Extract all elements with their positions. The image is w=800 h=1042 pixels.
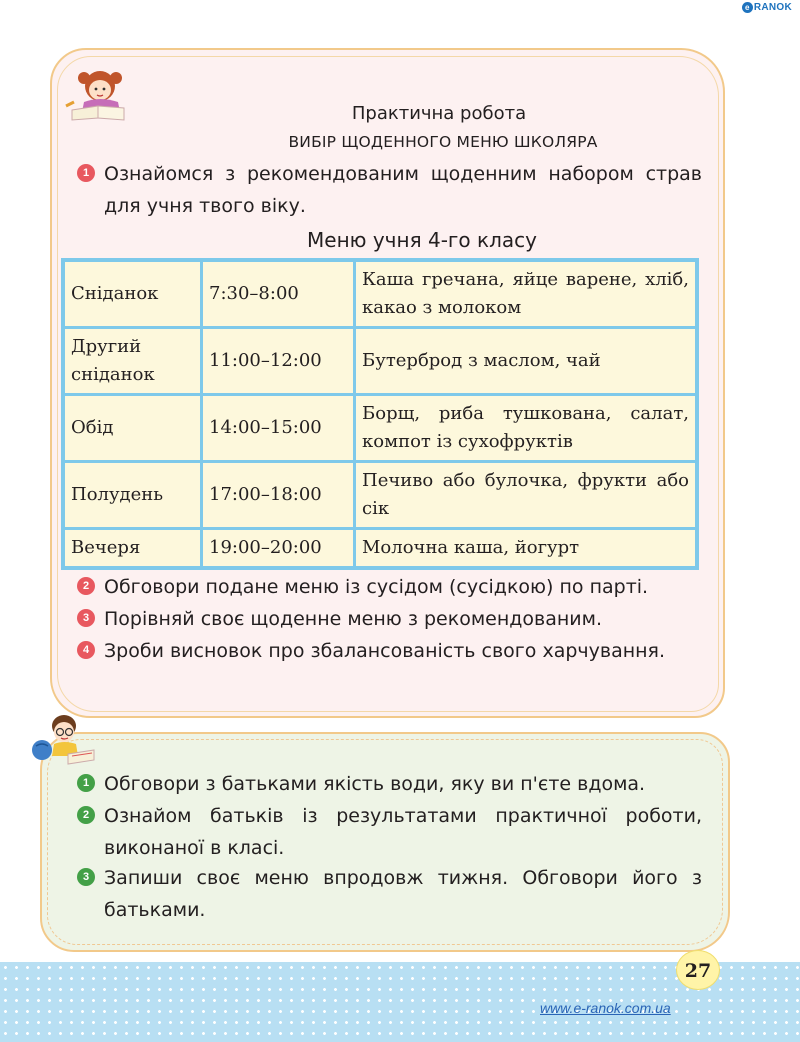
time-cell: 11:00–12:00 [203, 329, 353, 393]
school-task-2: Обговори подане меню із сусідом (сусідкою) по парті. [104, 576, 649, 598]
home-task-1: Обговори з батьками якість води, яку ви п'єте вдома. [104, 773, 646, 795]
site-link[interactable]: www.e-ranok.com.ua [540, 1000, 671, 1016]
page-number: 27 [676, 950, 720, 990]
task-number-badge: 1 [77, 164, 95, 182]
school-task-1: Ознайомся з рекомендованим щоденним набором страв для учня твого віку. [104, 163, 702, 217]
table-row [65, 530, 695, 566]
logo-mark: e [742, 2, 753, 13]
practical-work-title: Практична робота [351, 103, 527, 124]
logo-text: RANOK [753, 2, 792, 13]
time-cell: 7:30–8:00 [203, 262, 353, 326]
time-cell: 17:00–18:00 [203, 463, 353, 527]
meal-cell: Обід [65, 396, 200, 460]
table-row [65, 396, 695, 460]
task-number-badge: 3 [77, 609, 95, 627]
school-task-4: Зроби висновок про збалансованість свого харчування. [104, 640, 666, 662]
meal-cell: Полудень [65, 463, 200, 527]
task-number-badge: 1 [77, 774, 95, 792]
food-cell: Молочна каша, йогурт [356, 530, 695, 566]
food-cell: Печиво або булочка, фрукти або сік [356, 463, 695, 527]
task-number-badge: 2 [77, 577, 95, 595]
food-cell: Борщ, риба тушкована, салат, компот із сухофруктів [356, 396, 695, 460]
practical-work-subtitle: ВИБІР ЩОДЕННОГО МЕНЮ ШКОЛЯРА [288, 133, 598, 151]
table-row [65, 262, 695, 326]
boy-with-books-icon [28, 706, 98, 768]
food-cell: Бутерброд з маслом, чай [356, 329, 695, 393]
time-cell: 14:00–15:00 [203, 396, 353, 460]
time-cell: 19:00–20:00 [203, 530, 353, 566]
school-task-3: Порівняй своє щоденне меню з рекомендованим. [104, 608, 603, 630]
task-number-badge: 3 [77, 868, 95, 886]
menu-title: Меню учня 4-го класу [307, 228, 537, 252]
meal-cell: Другий сніданок [65, 329, 200, 393]
meal-cell: Вечеря [65, 530, 200, 566]
home-task-3: Запиши своє меню впродовж тижня. Обговори його з батьками. [104, 867, 702, 921]
menu-table [61, 258, 699, 570]
task-number-badge: 4 [77, 641, 95, 659]
publisher-logo [742, 2, 792, 13]
home-task-2: Ознайом батьків із результатами практичної роботи, виконаної в класі. [104, 805, 702, 859]
table-row [65, 329, 695, 393]
task-number-badge: 2 [77, 806, 95, 824]
food-cell: Каша гречана, яйце варене, хліб, какао з молоком [356, 262, 695, 326]
table-row [65, 463, 695, 527]
meal-cell: Сніданок [65, 262, 200, 326]
